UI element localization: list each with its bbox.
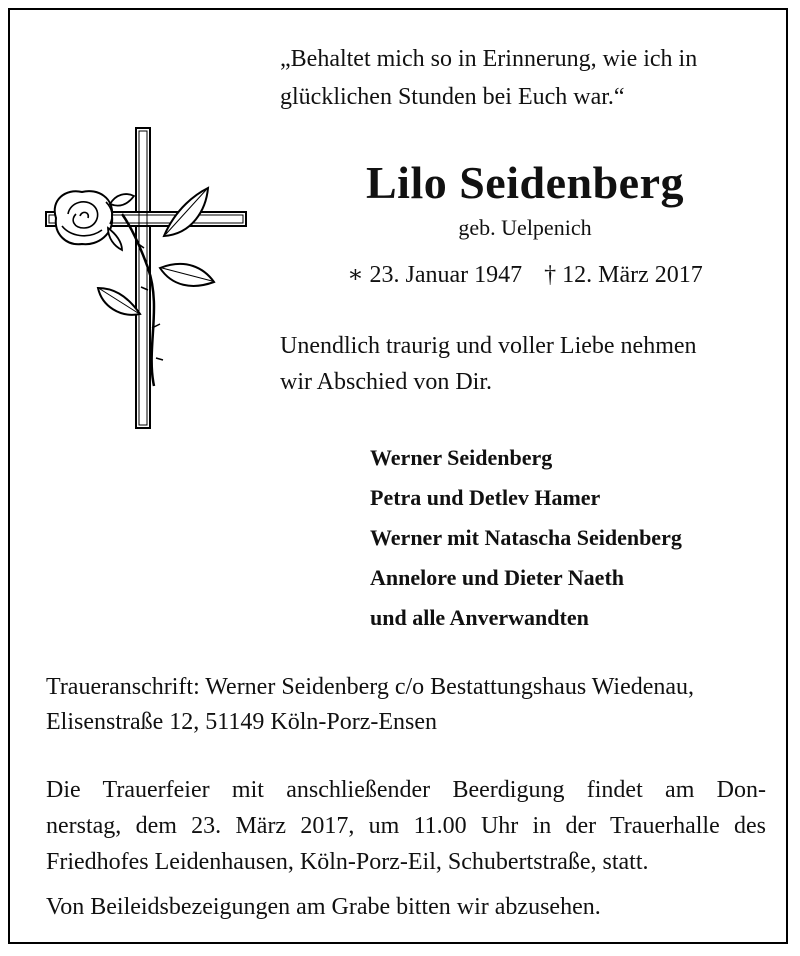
obituary-frame <box>8 8 788 944</box>
farewell-line: wir Abschied von Dir. <box>280 369 492 395</box>
deceased-name: Lilo Seidenberg <box>365 157 685 208</box>
mourner-entry: Annelore und Dieter Naeth <box>370 565 625 590</box>
condolence-request: Von Beileidsbezeigungen am Grabe bitten wir abzusehen. <box>46 894 601 920</box>
cross-with-rose-icon <box>36 118 256 438</box>
ceremony-line: nerstag, dem 23. März 2017, um 11.00 Uhr in der Trauerhalle des <box>46 813 766 839</box>
address-line: Traueranschrift: Werner Seidenberg c/o Bestattungshaus Wiedenau, <box>46 674 695 700</box>
address-line: Elisenstraße 12, 51149 Köln-Porz-Ensen <box>46 709 438 735</box>
death-date: † 12. März 2017 <box>544 262 703 288</box>
memorial-quote <box>280 40 770 116</box>
ceremony-line: Friedhofes Leidenhausen, Köln-Porz-Eil, Schubertstraße, statt. <box>46 849 649 875</box>
farewell-line: Unendlich traurig und voller Liebe nehmen <box>280 333 697 359</box>
mourning-address <box>46 670 766 740</box>
mourner-entry: und alle Anverwandten <box>370 605 589 630</box>
mourner-entry: Werner mit Natascha Seidenberg <box>370 525 682 550</box>
maiden-name: geb. Uelpenich <box>458 215 592 240</box>
ceremony-line: Die Trauerfeier mit anschließender Beerdigung findet am Don- <box>46 777 766 803</box>
quote-line: glücklichen Stunden bei Euch war.“ <box>280 84 625 110</box>
quote-line: „Behaltet mich so in Erinnerung, wie ich in <box>280 46 698 72</box>
farewell-text <box>280 328 770 400</box>
mourners-list <box>370 438 770 638</box>
birth-date: ∗ 23. Januar 1947 <box>347 262 523 288</box>
mourner-entry: Werner Seidenberg <box>370 445 553 470</box>
ceremony-notice <box>46 772 766 880</box>
mourner-entry: Petra und Detlev Hamer <box>370 485 601 510</box>
life-dates <box>280 260 770 289</box>
